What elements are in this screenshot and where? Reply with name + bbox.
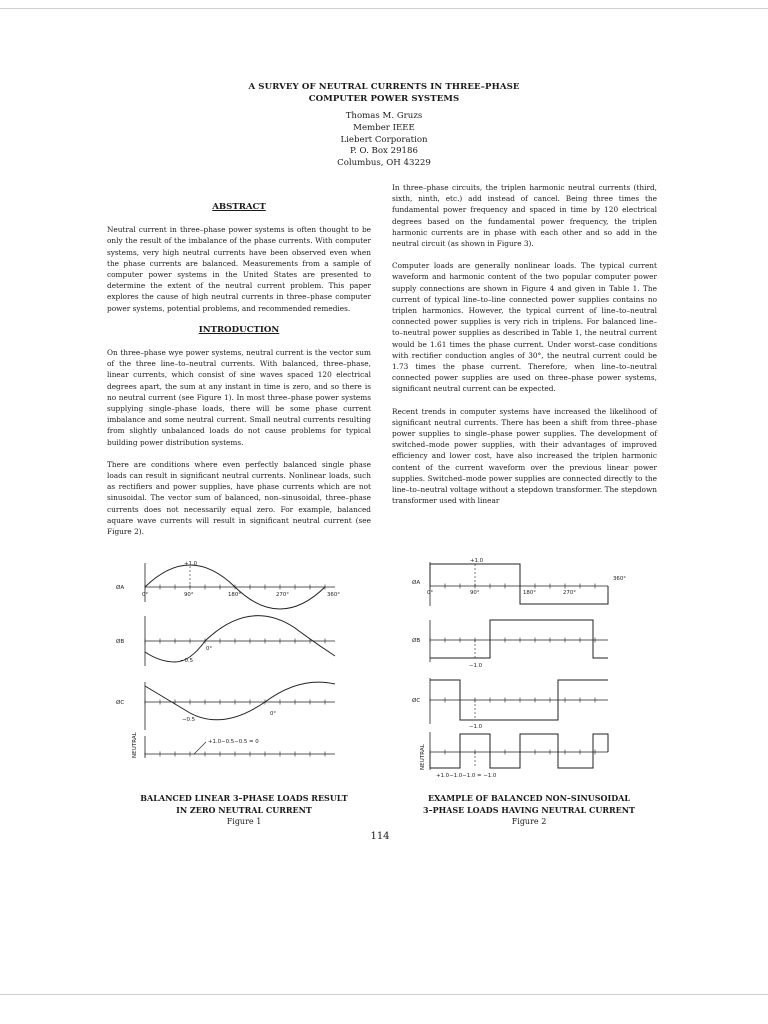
- fig2-label-360deg: 360°: [613, 576, 626, 582]
- fig1-label-90deg: 90°: [184, 592, 194, 598]
- fig2-label-minus-one-c: −1.0: [469, 724, 483, 730]
- fig1-label-neutral: NEUTRAL: [132, 732, 138, 758]
- fig1-label-minus-half-c: −0.5: [182, 717, 196, 723]
- fig1-phase-c: [116, 682, 335, 730]
- figure-2-caption: [402, 793, 656, 828]
- intro-paragraph-1: On three–phase wye power systems, neutral current is the vector sum of the three line–to–neutral currents. With balanced, three–phase, linear currents, which consist of sine waves spaced 120 electrical degrees apart, the sum at any instant in time is zero, and so there is no neutral current (see Figure 1). In most three–phase power systems supplying single–phase loads, there will be some phase current imbalance and some neutral current. Small neutral currents resulting from slightly unbalanced loads do not cause problems for typical building power distribution systems.: [107, 348, 371, 447]
- fig2-label-180deg: 180°: [523, 590, 536, 596]
- fig2-label-neutral: NEUTRAL: [420, 744, 426, 770]
- fig2-phase-c: [412, 678, 608, 730]
- fig2-neutral: [420, 732, 608, 779]
- bottom-rule: [0, 994, 768, 995]
- fig2-label-90deg: 90°: [470, 590, 480, 596]
- fig2-label-plus-one: +1.0: [470, 558, 484, 564]
- fig2-label-phase-a: ØA: [412, 580, 421, 586]
- fig1-label-phase-b: ØB: [116, 639, 125, 645]
- fig2-label-phase-b: ØB: [412, 638, 421, 644]
- figure-1-caption-line-2: IN ZERO NEUTRAL CURRENT: [176, 804, 312, 815]
- fig2-tick-marks: [430, 584, 595, 755]
- figure-2-diagram: [408, 556, 648, 781]
- fig2-label-270deg: 270°: [563, 590, 576, 596]
- fig1-phase-a: [116, 561, 340, 609]
- figure-2-caption-line-2: 3–PHASE LOADS HAVING NEUTRAL CURRENT: [423, 804, 635, 815]
- fig1-label-360deg: 360°: [327, 592, 340, 598]
- fig1-label-zero-c: 0°: [270, 711, 277, 717]
- fig2-phase-b: [412, 620, 608, 669]
- fig1-label-plus-one: +1.0: [184, 561, 198, 567]
- author-address: P. O. Box 29186: [350, 146, 418, 157]
- intro-paragraph-2: There are conditions where even perfectly balanced single phase loads can result in significant neutral currents. Nonlinear loads, such as rectifiers and power supplies, have phase currents which are not sinusoidal. The vector sum of balanced, non–sinusoidal, three–phase currents does not necessarily equal zero. For example, balanced aquare wave currents will result in significant neutral current (see Figure 2).: [107, 459, 371, 537]
- figure-1-caption-line-1: BALANCED LINEAR 3–PHASE LOADS RESULT: [140, 793, 348, 803]
- figure-1-diagram: [110, 558, 350, 778]
- fig1-label-zero-b: 0°: [206, 646, 213, 652]
- right-column: [392, 182, 657, 517]
- figure-2-caption-line-1: EXAMPLE OF BALANCED NON–SINUSOIDAL: [428, 793, 630, 803]
- title-line-2: COMPUTER POWER SYSTEMS: [308, 94, 460, 104]
- fig1-label-phase-c: ØC: [116, 700, 125, 706]
- paper-title: [160, 81, 608, 105]
- fig2-label-0deg: 0°: [427, 590, 434, 596]
- fig1-tick-marks: [145, 585, 325, 757]
- fig1-phase-b: [116, 616, 335, 666]
- fig1-label-sum: +1.0−0.5−0.5 = 0: [208, 739, 259, 745]
- page-number: 114: [370, 831, 390, 842]
- introduction-heading: INTRODUCTION: [198, 324, 280, 335]
- author-name: Thomas M. Gruzs: [345, 111, 423, 121]
- figure-1-number: Figure 1: [226, 817, 262, 826]
- fig2-label-minus-one-b: −1.0: [469, 663, 483, 669]
- abstract-text: Neutral current in three–phase power systems is often thought to be only the result of the imbalance of the phase currents. With computer systems, very high neutral currents have been observed even when the phase currents are balanced. Measurements from a sample of computer power systems in the United States are presented to determine the extent of the neutral current problem. This paper explores the cause of high neutral currents in three–phase computer power systems, potential problems, and recommended remedies.: [107, 225, 371, 313]
- author-membership: Member IEEE: [353, 122, 415, 133]
- figure-1-caption: [117, 793, 371, 828]
- author-affiliation: Liebert Corporation: [340, 134, 428, 145]
- right-paragraph-1: In three–phase circuits, the triplen harmonic neutral currents (third, sixth, ninth, etc.) add instead of cancel. Being three times the fundamental power frequency and spaced in time by 120 electrical degrees based on the fundamental power frequency, the triplen harmonic currents are in phase with each other and so add in the neutral circuit (as shown in Figure 3).: [392, 183, 657, 249]
- fig1-label-phase-a: ØA: [116, 585, 125, 591]
- fig1-label-0deg: 0°: [142, 592, 149, 598]
- left-column: [107, 202, 371, 548]
- fig2-label-sum: +1.0−1.0−1.0 = −1.0: [436, 773, 497, 779]
- abstract-heading: ABSTRACT: [212, 202, 266, 212]
- fig1-neutral: [132, 731, 335, 758]
- fig1-label-minus-half-b: −0.5: [180, 658, 194, 664]
- top-rule: [0, 8, 768, 9]
- author-block: [284, 111, 484, 170]
- fig1-label-180deg: 180°: [228, 592, 241, 598]
- title-line-1: A SURVEY OF NEUTRAL CURRENTS IN THREE–PHASE: [248, 82, 520, 92]
- fig2-phase-a: [412, 558, 626, 606]
- fig2-label-phase-c: ØC: [412, 698, 421, 704]
- figure-2-number: Figure 2: [511, 817, 547, 826]
- right-paragraph-2: Computer loads are generally nonlinear loads. The typical current waveform and harmonic content of the two popular computer power supply connections are shown in Figure 4 and given in Table 1. The current of typical line–to–line connected power supplies contains no triplen harmonics. However, the typical current of line–to–neutral connected power supplies is very rich in triplens. For balanced line–to–neutral power supplies as described in Table 1, the neutral current would be 1.61 times the phase current. Under worst–case conditions with rectifier conduction angles of 30°, the neutral current could be 1.73 times the phase current. Therefore, when line–to–neutral connected power supplies are used on three–phase power systems, significant neutral current can be expected.: [392, 261, 657, 394]
- right-paragraph-3: Recent trends in computer systems have increased the likelihood of significant neutral currents. There has been a shift from three–phase power supplies to single–phase power supplies. The development of switched–mode power supplies, with their advantages of improved efficiency and lower cost, have also increased the triplen harmonic content of the current waveform over the previous linear power supplies. Switched–mode power supplies are connected directly to the line–to–neutral voltage without a stepdown transformer. The stepdown transformer used with linear: [392, 406, 657, 506]
- author-city: Columbus, OH 43229: [337, 158, 431, 169]
- fig1-label-270deg: 270°: [276, 592, 289, 598]
